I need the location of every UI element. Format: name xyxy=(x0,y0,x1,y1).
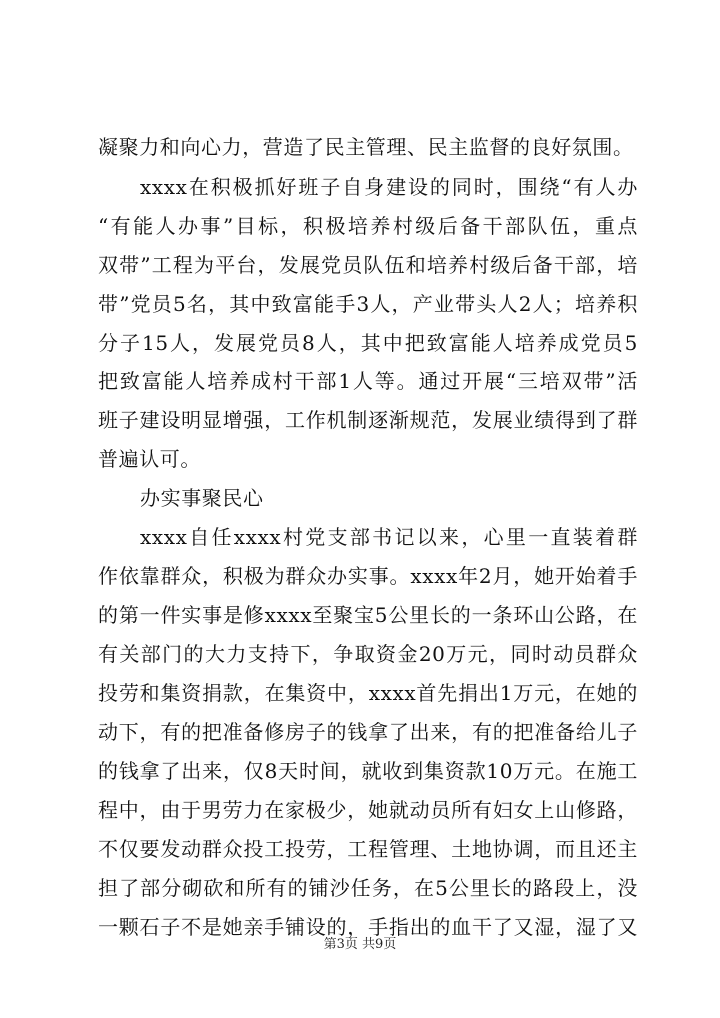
page-number-footer: 第3页 共9页 xyxy=(323,937,397,952)
text-line: 程中，由于男劳力在家极少，她就动员所有妇女上山修路， xyxy=(98,798,638,822)
text-line: 一颗石子不是她亲手铺设的，手指出的血干了又湿，湿了又 xyxy=(98,915,638,939)
text-line: 作依靠群众，积极为群众办实事。xxxx年2月，她开始着手 xyxy=(98,564,638,588)
text-line: 普遍认可。 xyxy=(98,447,201,471)
text-line: 的第一件实事是修xxxx至聚宝5公里长的一条环山公路，在 xyxy=(98,603,638,627)
text-line: xxxx在积极抓好班子自身建设的同时，围绕“有人办 xyxy=(140,175,638,199)
text-line: “有能人办事”目标，积极培养村级后备干部队伍，重点 xyxy=(98,214,638,238)
text-line: 担了部分砌砍和所有的铺沙任务，在5公里长的路段上，没 xyxy=(98,876,638,900)
text-line: 不仅要发动群众投工投劳，工程管理、土地协调，而且还主 xyxy=(98,837,638,861)
section-heading: 办实事聚民心 xyxy=(140,486,264,510)
text-line: xxxx自任xxxx村党支部书记以来，心里一直装着群 xyxy=(140,525,638,549)
text-line: 双带”工程为平台，发展党员队伍和培养村级后备干部，培 xyxy=(98,253,638,277)
text-line: 分子15人，发展党员8人，其中把致富能人培养成党员5 xyxy=(98,331,638,355)
text-line: 投劳和集资捐款，在集资中，xxxx首先捐出1万元，在她的 xyxy=(98,681,638,705)
text-line: 带”党员5名，其中致富能手3人，产业带头人2人；培养积 xyxy=(98,292,638,316)
text-line: 凝聚力和向心力，营造了民主管理、民主监督的良好氛围。 xyxy=(98,135,634,159)
text-line: 的钱拿了出来，仅8天时间，就收到集资款10万元。在施工 xyxy=(98,759,638,783)
text-line: 把致富能人培养成村干部1人等。通过开展“三培双带”活 xyxy=(98,369,638,393)
text-line: 班子建设明显增强，工作机制逐渐规范，发展业绩得到了群 xyxy=(98,408,638,432)
text-line: 动下，有的把准备修房子的钱拿了出来，有的把准备给儿子 xyxy=(98,720,638,744)
text-line: 有关部门的大力支持下，争取资金20万元，同时动员群众 xyxy=(98,642,638,666)
